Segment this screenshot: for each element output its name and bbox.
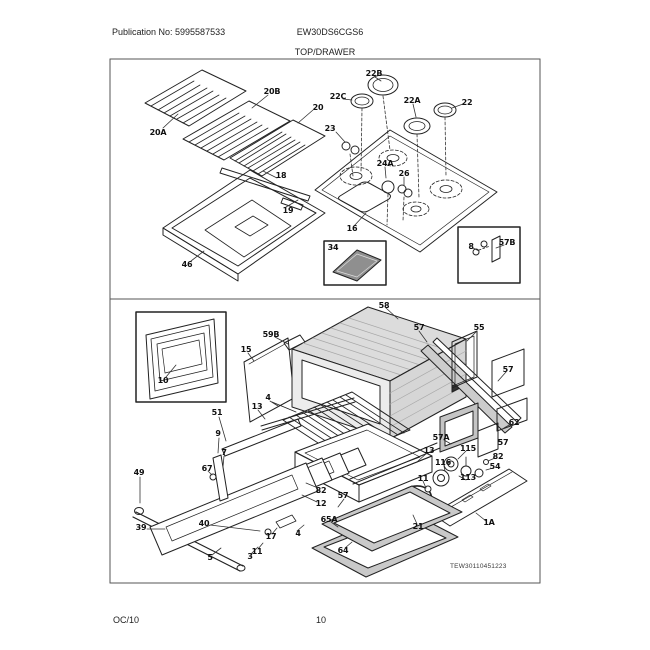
callout-58: 58: [378, 301, 390, 311]
callout-82: 82: [492, 452, 504, 462]
callout-34: 34: [327, 243, 339, 253]
callout-7: 7: [221, 448, 227, 458]
callout-3: 3: [247, 552, 253, 562]
drawer-rollers: [433, 457, 489, 486]
callout-113: 113: [459, 473, 477, 483]
section-title: TOP/DRAWER: [294, 47, 356, 57]
callout-21: 21: [412, 522, 424, 532]
figure-id: TEW30110451223: [450, 563, 507, 570]
callout-39: 39: [135, 523, 147, 533]
publication-number: Publication No: 5995587533: [112, 27, 226, 37]
callout-57: 57: [497, 438, 509, 448]
callout-67: 67: [201, 464, 213, 474]
callout-5: 5: [207, 553, 213, 563]
callout-12: 12: [315, 499, 327, 509]
inset-box-bracket: [458, 227, 520, 283]
callout-4: 4: [295, 529, 301, 539]
drip-tray: [163, 170, 325, 281]
callout-64: 64: [337, 546, 349, 556]
model-number: EW30DS6CGS6: [296, 27, 364, 37]
callout-54: 54: [489, 462, 501, 472]
callout-57: 57: [502, 365, 514, 375]
callout-16: 16: [346, 224, 358, 234]
callout-59b: 59B: [262, 330, 280, 340]
inset-box-griddle: [324, 241, 386, 285]
callout-22a: 22A: [403, 96, 421, 106]
callout-22b: 22B: [365, 69, 383, 79]
callout-82: 82: [315, 486, 327, 496]
callout-4: 4: [265, 393, 271, 403]
callout-10: 10: [157, 376, 169, 386]
callout-57b: 57B: [498, 238, 516, 248]
callout-20b: 20B: [263, 87, 281, 97]
callout-55: 55: [473, 323, 485, 333]
callout-49: 49: [133, 468, 145, 478]
inset-box-window-frame: [136, 312, 226, 402]
drawer-side-panel: [244, 338, 294, 422]
callout-1a: 1A: [483, 518, 495, 528]
callout-116: 116: [434, 458, 452, 468]
callout-19: 19: [282, 206, 294, 216]
callout-23: 23: [324, 124, 336, 134]
callout-46: 46: [181, 260, 193, 270]
callout-22c: 22C: [329, 92, 347, 102]
callout-8: 8: [468, 242, 474, 252]
callout-51: 51: [211, 408, 223, 418]
callout-22: 22: [461, 98, 473, 108]
callout-17: 17: [265, 532, 277, 542]
callout-26: 26: [398, 169, 410, 179]
callout-57: 57: [413, 323, 425, 333]
callout-13: 13: [251, 402, 263, 412]
callout-20a: 20A: [149, 128, 167, 138]
callout-62: 62: [508, 418, 520, 428]
burner-grate-center: [183, 101, 290, 160]
callout-57a: 57A: [432, 433, 450, 443]
callout-57: 57: [337, 491, 349, 501]
footer-revision: OC/10: [113, 615, 140, 625]
callout-18: 18: [275, 171, 287, 181]
callout-9: 9: [215, 429, 221, 439]
callout-40: 40: [198, 519, 210, 529]
callout-11: 11: [417, 474, 429, 484]
page-number: 10: [316, 615, 327, 625]
callout-24a: 24A: [376, 159, 394, 169]
callout-65a: 65A: [320, 515, 338, 525]
callout-13: 13: [423, 446, 435, 456]
callout-115: 115: [459, 444, 477, 454]
callout-20: 20: [312, 103, 324, 113]
leader-lines: [140, 77, 511, 555]
callout-11: 11: [251, 547, 263, 557]
callout-15: 15: [240, 345, 252, 355]
